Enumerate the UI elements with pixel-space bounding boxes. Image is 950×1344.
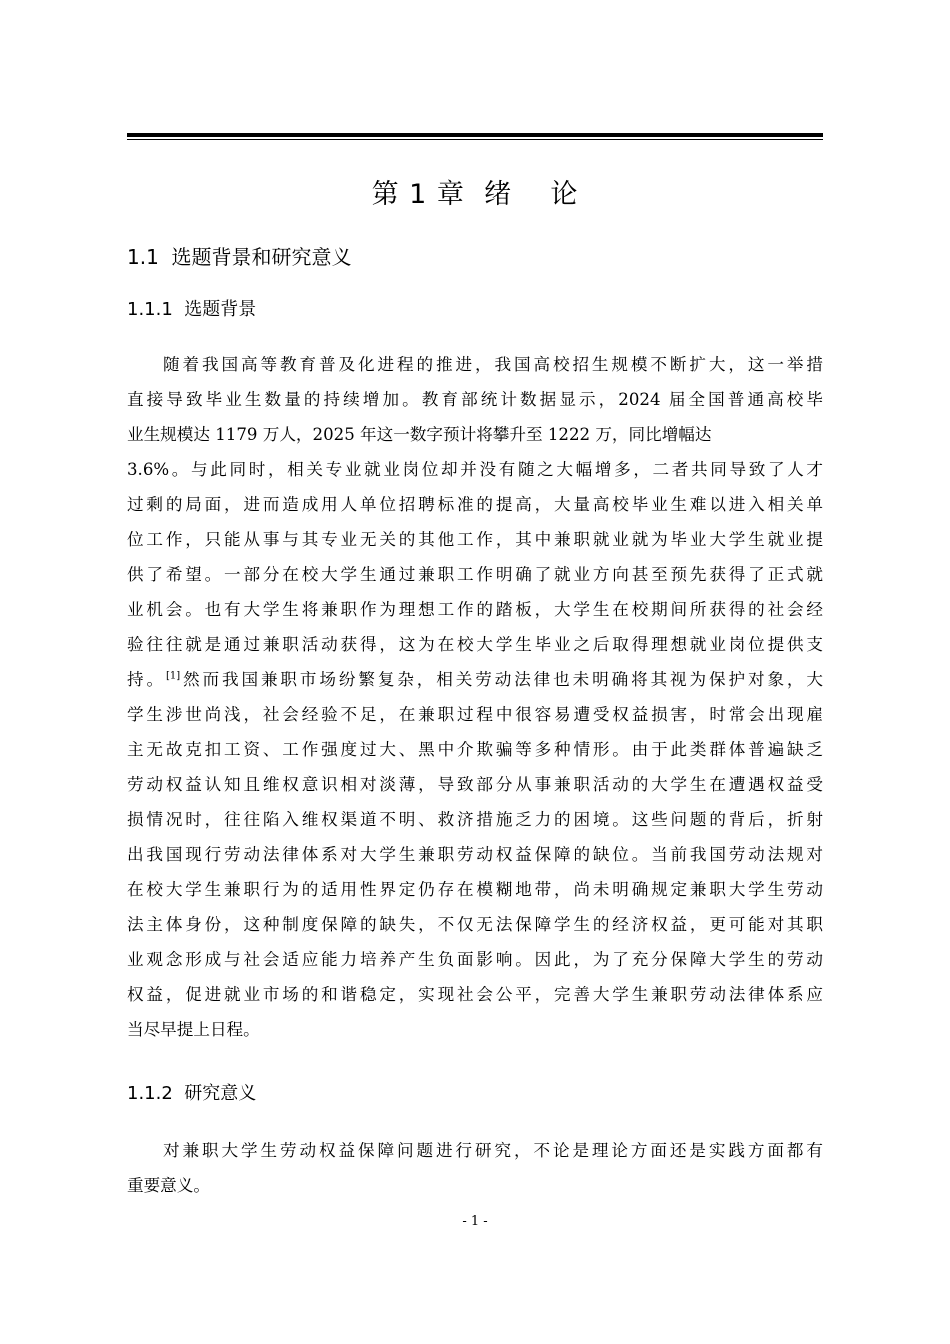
section-heading-1-1-1: 1.1.1 选题背景: [127, 299, 257, 320]
paragraph-line: 验往往就是通过兼职活动获得，这为在校大学生毕业之后取得理想就业岗位提供支: [127, 635, 823, 654]
paragraph-line: 法主体身份，这种制度保障的缺失，不仅无法保障学生的经济权益，更可能对其职: [127, 915, 823, 934]
paragraph-line: 业生规模达 1179 万人，2025 年这一数字预计将攀升至 1222 万，同比增幅达: [127, 425, 712, 444]
paragraph-line: 出我国现行劳动法律体系对大学生兼职劳动权益保障的缺位。当前我国劳动法规对: [127, 845, 823, 864]
paragraph-significance: [127, 1133, 823, 1203]
paragraph-line-rest: 然而我国兼职市场纷繁复杂，相关劳动法律也未明确将其视为保护对象，大: [180, 670, 823, 689]
chapter-title: 第 1 章 绪 论: [371, 179, 579, 210]
header-rule-thin: [127, 139, 823, 140]
paragraph-line: 3.6%。与此同时，相关专业就业岗位却并没有随之大幅增多，二者共同导致了人才: [127, 460, 823, 479]
paragraph-line: 供了希望。一部分在校大学生通过兼职工作明确了就业方向甚至预先获得了正式就: [127, 565, 823, 584]
paragraph-line: 当尽早提上日程。: [127, 1020, 260, 1039]
paragraph-line: 在校大学生兼职行为的适用性界定仍存在模糊地带，尚未明确规定兼职大学生劳动: [127, 880, 823, 899]
section-heading-1-1-2: 1.1.2 研究意义: [127, 1083, 257, 1104]
paragraph-line: 损情况时，往往陷入维权渠道不明、救济措施乏力的困境。这些问题的背后，折射: [127, 810, 823, 829]
paragraph-line: 随着我国高等教育普及化进程的推进，我国高校招生规模不断扩大，这一举措: [163, 355, 823, 374]
paragraph-line: 劳动权益认知且维权意识相对淡薄，导致部分从事兼职活动的大学生在遭遇权益受: [127, 775, 823, 794]
section-heading-1-1: 1.1 选题背景和研究意义: [127, 245, 352, 269]
paragraph-line-with-citation: [127, 662, 823, 697]
paragraph-line: 直接导致毕业生数量的持续增加。教育部统计数据显示，2024 届全国普通高校毕: [127, 390, 823, 409]
paragraph-line: 位工作，只能从事与其专业无关的其他工作，其中兼职就业就为毕业大学生就业提: [127, 530, 823, 549]
paragraph-line: 重要意义。: [127, 1176, 210, 1195]
paragraph-line: 对兼职大学生劳动权益保障问题进行研究，不论是理论方面还是实践方面都有: [163, 1141, 823, 1160]
paragraph-line-start: 持。: [127, 670, 166, 689]
header-rule-thick: [127, 133, 823, 137]
paragraph-line: 业机会。也有大学生将兼职作为理想工作的踏板，大学生在校期间所获得的社会经: [127, 600, 823, 619]
paragraph-line: 过剩的局面，进而造成用人单位招聘标准的提高，大量高校毕业生难以进入相关单: [127, 495, 823, 514]
paragraph-line: 学生涉世尚浅，社会经验不足，在兼职过程中很容易遭受权益损害，时常会出现雇: [127, 705, 823, 724]
paragraph-line: 主无故克扣工资、工作强度过大、黑中介欺骗等多种情形。由于此类群体普遍缺乏: [127, 740, 823, 759]
paragraph-line: 业观念形成与社会适应能力培养产生负面影响。因此，为了充分保障大学生的劳动: [127, 950, 823, 969]
page-number: - 1 -: [462, 1214, 488, 1229]
paragraph-line: 权益，促进就业市场的和谐稳定，实现社会公平，完善大学生兼职劳动法律体系应: [127, 985, 823, 1004]
paragraph-background: [127, 347, 823, 1047]
citation-marker: [1]: [165, 670, 181, 682]
